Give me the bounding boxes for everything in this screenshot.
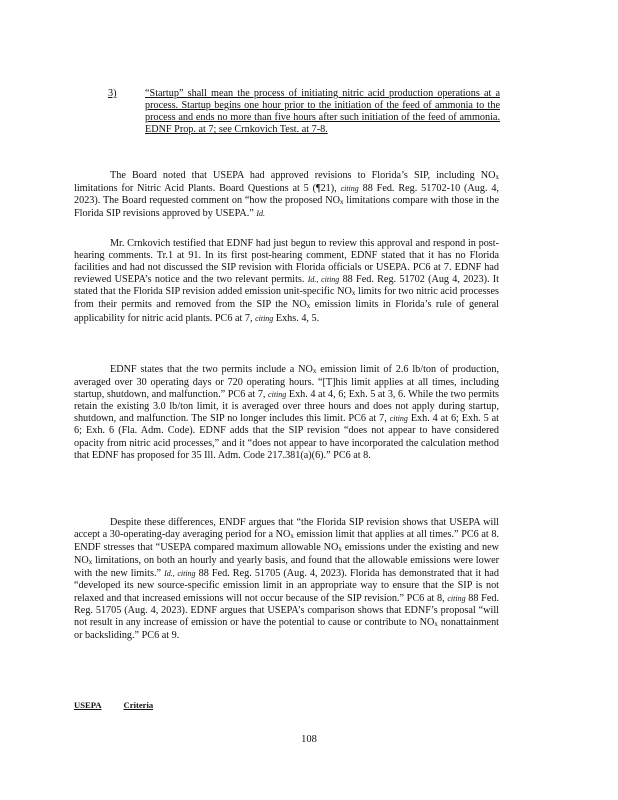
definition-number: 3) [108,88,117,99]
paragraph-crnkovich-testified: Mr. Crnkovich testified that EDNF had just begun to review this approval and respond in post-hearing comments. Tr.1 at 91. In its first post-hearing comment, EDNF stated that it has no Florida facilities and had not discussed the SIP revision with Florida officials or USEPA. PC6 at 7. EDNF had reviewed USEPA’s notice and the two relevant permits. Id., citing 88 Fed. Reg. 51702 (Aug 4, 2023). It stated that the Florida SIP revision added emission unit-specific NOx limits for two nitric acid processes from their permits and removed from the SIP the NOx emission limits in Florida’s rule of general applicability for nitric acid plants. PC6 at 7, citing Exhs. 4, 5. [74,238,499,324]
paragraph-ednf-states: EDNF states that the two permits include a NOx emission limit of 2.6 lb/ton of production, averaged over 30 operating days or 720 operating hours. “[T]his limit applies at all times, including startup, shutdown, and malfunction.” PC6 at 7, citing Exh. 4 at 4, 6; Exh. 5 at 3, 6. While the two permits retain the existing 3.0 lb/ton limit, it is averaged over three hours and does not apply during startup, shutdown, and malfunction. The SIP no longer includes this limit. PC6 at 7, citing Exh. 4 at 6; Exh. 5 at 6; Exh. 6 (Fla. Adm. Code). EDNF adds that the SIP revision “does not appear to have considered opacity from nitric acid processes,” and it “does not appear to have incorporated the calculation method that EDNF has proposed for 35 Ill. Adm. Code 217.381(a)(6).” PC6 at 8. [74,364,499,461]
paragraph-despite-differences: Despite these differences, ENDF argues that “the Florida SIP revision shows that USEPA will accept a 30-operating-day averaging period for a NOx emission limit that applies at all times.” PC6 at 8. ENDF stresses that “USEPA compared maximum allowable NOx emissions under the existing and new NOx limitations, on both an hourly and yearly basis, and found that the allowable emissions were lower with the new limits.” Id., citing 88 Fed. Reg. 51705 (Aug. 4, 2023). Florida has demonstrated that it had “developed its new source-specific emission limit in an appropriate way to ensure that the SIP is not relaxed and that increased emissions will not occur because of the SIP revision.” PC6 at 8, citing 88 Fed. Reg. 51705 (Aug. 4, 2023). EDNF argues that USEPA’s comparison shows that EDNF’s proposal “will not result in any increase of emission or have the potential to cause or contribute to NOx nonattainment or backsliding.” PC6 at 9. [74,517,500,641]
paragraph-board-noted: The Board noted that USEPA had approved revisions to Florida’s SIP, including NOx limitations for Nitric Acid Plants. Board Questions at 5 (¶21), citing 88 Fed. Reg. 51702-10 (Aug. 4, 2023). The Board requested comment on “how the proposed NOx limitations compare with those in the Florida SIP revisions approved by USEPA.” Id. [74,170,500,220]
section-heading-usepa-criteria: USEPA Criteria [74,700,154,710]
page-number: 108 [301,734,317,745]
definition-text: “Startup” shall mean the process of initiating nitric acid production operations at a process. Startup begins one hour prior to the initiation of the feed of ammonia to the process and ends no more than five hours after such initiation of the feed of ammonia. EDNF Prop. at 7; see Crnkovich Test. at 7-8. [145,88,500,136]
